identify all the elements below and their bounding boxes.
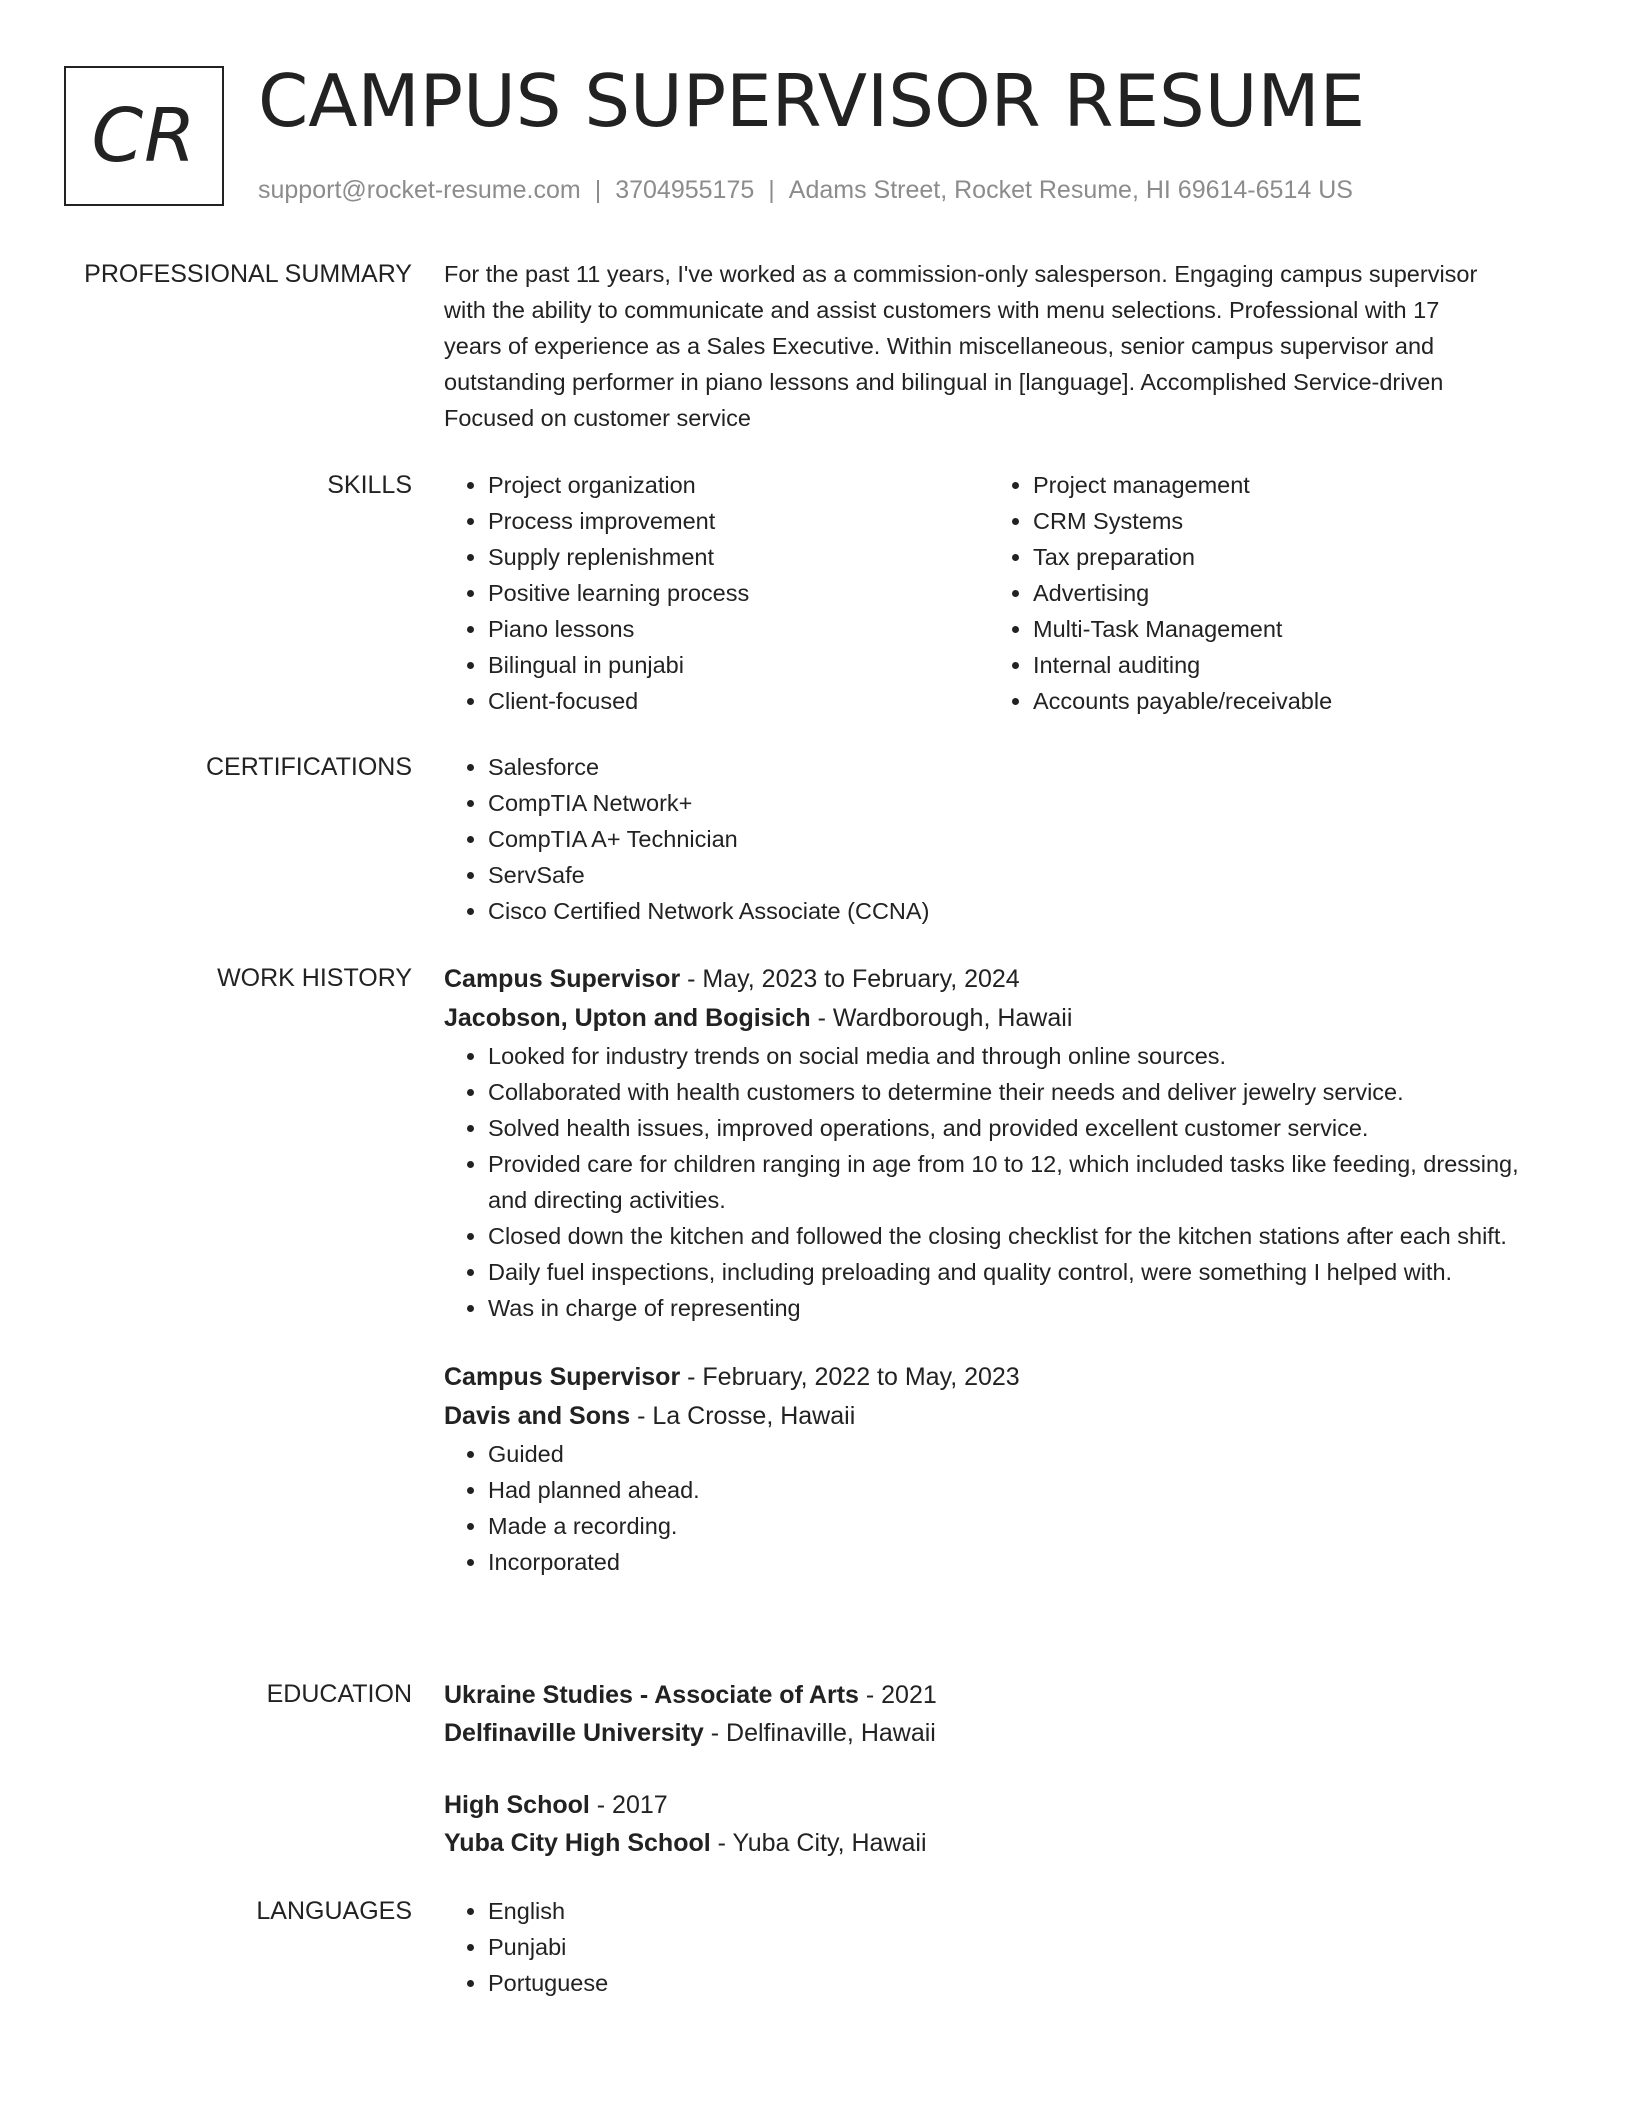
skill-item: • Supply replenishment [488,539,989,575]
skill-item: • Project management [1033,467,1534,503]
job-bullet: • Provided care for children ranging in age from 10 to 12, which included tasks like feeding, dressing, and directing activities. [488,1146,1534,1218]
education-school-line [444,1824,1534,1862]
summary-line: For the past 11 years, I've worked as a commission-only salesperson. Engaging campus supervisor [444,261,1478,287]
education-list [444,1676,1534,1862]
education-degree: Ukraine Studies - Associate of Arts [444,1681,859,1709]
language-item: • Portuguese [488,1965,1534,2001]
skill-item: • Process improvement [488,503,989,539]
job-bullet: • Was in charge of representing [488,1290,1534,1326]
certification-item: • CompTIA A+ Technician [488,821,1534,857]
contact-email: support@rocket-resume.com [258,176,581,204]
skill-item: • Tax preparation [1033,539,1534,575]
certification-item: • Cisco Certified Network Associate (CCNA) [488,893,1534,929]
education-location: - Delfinaville, Hawaii [703,1719,936,1747]
job-entry [444,960,1534,1326]
job-title-line [444,1358,1534,1397]
monogram-logo: CR [64,66,224,206]
job-bullets [444,1038,1534,1326]
education-school: Yuba City High School [444,1829,711,1857]
job-location: - Wardborough, Hawaii [810,1004,1073,1032]
job-entry [444,1358,1534,1580]
section-label-languages: LANGUAGES [256,1897,412,1925]
skill-item: • Positive learning process [488,575,989,611]
job-bullet: • Collaborated with health customers to determine their needs and deliver jewelry service. [488,1074,1534,1110]
job-bullet: • Guided [488,1436,1534,1472]
education-degree-line [444,1676,1534,1714]
job-bullet: • Incorporated [488,1544,1534,1580]
job-location: - La Crosse, Hawaii [630,1402,856,1430]
certifications-list [444,749,1534,929]
languages-list [444,1893,1534,2001]
contact-separator: | [768,176,775,204]
section-label-summary: PROFESSIONAL SUMMARY [84,260,412,288]
education-entry [444,1676,1534,1752]
education-degree-line [444,1786,1534,1824]
summary-line: years of experience as a Sales Executive. Within miscellaneous, senior campus supervisor and [444,333,1435,359]
education-location: - Yuba City, Hawaii [710,1829,927,1857]
summary-line: with the ability to communicate and assist customers with menu selections. Professional with 17 [444,297,1440,323]
contact-address: Adams Street, Rocket Resume, HI 69614-6514 US [788,176,1353,204]
job-company-line [444,999,1534,1038]
skill-item: • Accounts payable/receivable [1033,683,1534,719]
job-company: Jacobson, Upton and Bogisich [444,1004,811,1032]
certifications-bullets [444,749,1534,929]
job-title-line [444,960,1534,999]
certification-item: • ServSafe [488,857,1534,893]
skills-column-left [444,467,989,719]
job-dates: - May, 2023 to February, 2024 [680,965,1020,993]
language-item: • English [488,1893,1534,1929]
summary-text [444,256,1534,436]
job-title: Campus Supervisor [444,965,681,993]
skill-item: • Bilingual in punjabi [488,647,989,683]
contact-line [258,174,1353,206]
language-item: • Punjabi [488,1929,1534,1965]
job-bullet: • Solved health issues, improved operations, and provided excellent customer service. [488,1110,1534,1146]
languages-bullets [444,1893,1534,2001]
contact-phone: 3704955175 [615,176,755,204]
skill-item: • Advertising [1033,575,1534,611]
skills-list [444,467,1534,719]
skill-item: • Client-focused [488,683,989,719]
job-bullet: • Had planned ahead. [488,1472,1534,1508]
education-school: Delfinaville University [444,1719,704,1747]
job-bullets [444,1436,1534,1580]
job-title: Campus Supervisor [444,1363,681,1391]
skill-item: • Piano lessons [488,611,989,647]
education-entry [444,1786,1534,1862]
job-dates: - February, 2022 to May, 2023 [680,1363,1020,1391]
education-school-line [444,1714,1534,1752]
job-company-line [444,1397,1534,1436]
skill-item: • Internal auditing [1033,647,1534,683]
certification-item: • Salesforce [488,749,1534,785]
section-label-education: EDUCATION [266,1680,412,1708]
page-title: CAMPUS SUPERVISOR RESUME [258,59,1366,143]
education-year: - 2017 [589,1791,668,1819]
job-bullet: • Daily fuel inspections, including preloading and quality control, were something I helped with. [488,1254,1534,1290]
skill-item: • Project organization [488,467,989,503]
work-history-list [444,960,1534,1580]
education-degree: High School [444,1791,590,1819]
skill-item: • Multi-Task Management [1033,611,1534,647]
job-company: Davis and Sons [444,1402,631,1430]
section-label-skills: SKILLS [327,471,412,499]
contact-separator: | [594,176,602,204]
summary-line: Focused on customer service [444,405,751,431]
skills-column-right [989,467,1534,719]
section-label-work-history: WORK HISTORY [217,964,412,992]
job-bullet: • Made a recording. [488,1508,1534,1544]
section-label-certifications: CERTIFICATIONS [205,753,412,781]
job-bullet: • Closed down the kitchen and followed the closing checklist for the kitchen stations after each shift. [488,1218,1534,1254]
job-bullet: • Looked for industry trends on social media and through online sources. [488,1038,1534,1074]
summary-line: outstanding performer in piano lessons and bilingual in [language]. Accomplished Service-driven [444,369,1444,395]
certification-item: • CompTIA Network+ [488,785,1534,821]
skill-item: • CRM Systems [1033,503,1534,539]
education-year: - 2021 [858,1681,937,1709]
